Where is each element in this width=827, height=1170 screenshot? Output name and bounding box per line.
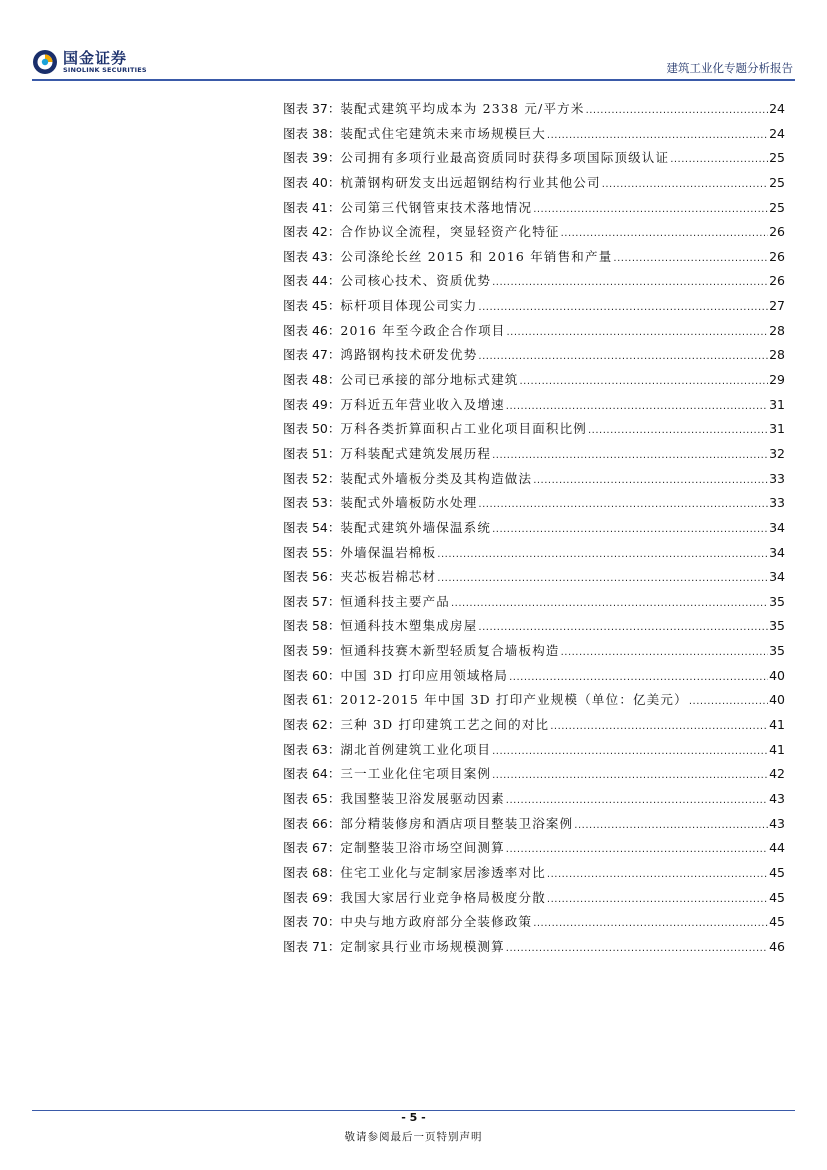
toc-entry-label: 图表 50：	[283, 421, 341, 437]
toc-entry-label: 图表 54：	[283, 519, 341, 535]
logo-text	[63, 50, 147, 74]
toc-entry-page: 42	[769, 766, 785, 782]
toc-entry-page: 44	[769, 840, 785, 856]
toc-entry-title: 住宅工业化与定制家居渗透率对比	[340, 864, 546, 880]
toc-entry-label: 图表 49：	[283, 396, 341, 412]
toc-dot-leader	[492, 271, 768, 296]
toc-entry[interactable]	[283, 565, 785, 590]
toc-entry-page: 26	[769, 273, 785, 289]
toc-entry-page: 43	[769, 815, 785, 831]
toc-entry-title: 部分精装修房和酒店项目整装卫浴案例	[340, 815, 574, 831]
logo-chinese-name: 国金证券	[63, 49, 128, 67]
toc-entry-title: 装配式外墙板分类及其构造做法	[340, 470, 533, 486]
toc-dot-leader	[550, 715, 768, 740]
toc-dot-leader	[506, 838, 768, 863]
toc-entry-label: 图表 65：	[283, 790, 341, 806]
toc-dot-leader	[602, 173, 768, 198]
sinolink-logo-icon	[32, 49, 58, 75]
toc-entry-title: 定制整装卫浴市场空间测算	[340, 840, 505, 856]
toc-entry-page: 26	[769, 248, 785, 264]
toc-entry[interactable]	[283, 491, 785, 516]
toc-entry-title: 定制家具行业市场规模测算	[340, 938, 505, 954]
toc-dot-leader	[547, 863, 768, 888]
toc-entry-title: 中国 3D 打印应用领域格局	[340, 667, 509, 683]
toc-entry-page: 28	[769, 347, 785, 363]
toc-entry-label: 图表 63：	[283, 741, 341, 757]
toc-entry-title: 合作协议全流程，突显轻资产化特征	[340, 224, 560, 240]
toc-entry-title: 恒通科技木塑集成房屋	[340, 618, 478, 634]
toc-entry[interactable]	[283, 146, 785, 171]
toc-entry-title: 公司已承接的部分地标式建筑	[340, 372, 519, 388]
toc-entry[interactable]	[283, 812, 785, 837]
toc-entry-title: 万科近五年营业收入及增速	[340, 396, 505, 412]
toc-entry[interactable]	[283, 762, 785, 787]
toc-entry[interactable]	[283, 319, 785, 344]
toc-entry[interactable]	[283, 688, 785, 713]
toc-entry-page: 32	[769, 445, 785, 461]
toc-entry-label: 图表 70：	[283, 914, 341, 930]
toc-dot-leader	[506, 321, 768, 346]
toc-entry-title: 公司核心技术、资质优势	[340, 273, 492, 289]
toc-entry[interactable]	[283, 245, 785, 270]
toc-entry-page: 34	[769, 569, 785, 585]
toc-entry-page: 25	[769, 150, 785, 166]
toc-entry-page: 26	[769, 224, 785, 240]
toc-dot-leader	[520, 370, 769, 395]
toc-entry-title: 标杆项目体现公司实力	[340, 298, 478, 314]
toc-entry-label: 图表 71：	[283, 938, 341, 954]
toc-entry-title: 三种 3D 打印建筑工艺之间的对比	[340, 717, 550, 733]
toc-entry[interactable]	[283, 393, 785, 418]
toc-entry-title: 装配式建筑外墙保温系统	[340, 519, 492, 535]
toc-entry-title: 装配式外墙板防水处理	[340, 495, 478, 511]
toc-dot-leader	[509, 666, 768, 691]
toc-entry-label: 图表 51：	[283, 445, 341, 461]
toc-entry[interactable]	[283, 220, 785, 245]
toc-entry-label: 图表 66：	[283, 815, 341, 831]
toc-dot-leader	[561, 222, 769, 247]
toc-entry-page: 27	[769, 298, 785, 314]
toc-entry[interactable]	[283, 910, 785, 935]
toc-entry-label: 图表 42：	[283, 224, 341, 240]
toc-entry-title: 公司拥有多项行业最高资质同时获得多项国际顶级认证	[340, 150, 670, 166]
toc-entry[interactable]	[283, 269, 785, 294]
toc-dot-leader	[533, 198, 768, 223]
toc-entry-page: 41	[769, 717, 785, 733]
toc-entry-label: 图表 45：	[283, 298, 341, 314]
toc-entry[interactable]	[283, 516, 785, 541]
toc-entry-title: 恒通科技主要产品	[340, 593, 450, 609]
toc-entry-page: 41	[769, 741, 785, 757]
toc-dot-leader	[492, 518, 768, 543]
toc-dot-leader	[588, 419, 768, 444]
toc-entry-label: 图表 39：	[283, 150, 341, 166]
figure-index	[283, 97, 785, 959]
toc-entry-title: 鸿路钢构技术研发优势	[340, 347, 478, 363]
toc-entry-label: 图表 52：	[283, 470, 341, 486]
toc-dot-leader	[547, 124, 768, 149]
toc-dot-leader	[533, 912, 768, 937]
toc-entry-label: 图表 59：	[283, 643, 341, 659]
toc-entry[interactable]	[283, 467, 785, 492]
toc-entry[interactable]	[283, 171, 785, 196]
toc-entry-title: 装配式建筑平均成本为 2338 元/平方米	[340, 101, 585, 116]
toc-entry[interactable]	[283, 417, 785, 442]
toc-entry-label: 图表 58：	[283, 618, 341, 634]
toc-entry-page: 31	[769, 396, 785, 412]
toc-dot-leader	[586, 99, 769, 124]
toc-entry-label: 图表 56：	[283, 569, 341, 585]
toc-entry-page: 25	[769, 174, 785, 190]
toc-entry[interactable]	[283, 787, 785, 812]
toc-entry-page: 35	[769, 593, 785, 609]
toc-entry-title: 2012-2015 年中国 3D 打印产业规模（单位：亿美元）	[340, 692, 688, 708]
toc-entry-page: 34	[769, 519, 785, 535]
toc-entry[interactable]	[283, 368, 785, 393]
toc-dot-leader	[492, 740, 768, 765]
page-header	[0, 0, 827, 80]
toc-entry-label: 图表 67：	[283, 840, 341, 856]
toc-dot-leader	[574, 814, 768, 839]
toc-dot-leader	[478, 493, 768, 518]
toc-entry-page: 29	[769, 372, 785, 388]
toc-entry-page: 45	[769, 889, 785, 905]
toc-entry[interactable]	[283, 196, 785, 221]
toc-dot-leader	[492, 764, 768, 789]
toc-entry-page: 43	[769, 790, 785, 806]
toc-entry[interactable]	[283, 343, 785, 368]
toc-entry[interactable]	[283, 713, 785, 738]
toc-entry-label: 图表 64：	[283, 766, 341, 782]
toc-entry[interactable]	[283, 935, 785, 960]
toc-entry-title: 湖北首例建筑工业化项目	[340, 741, 492, 757]
toc-entry-label: 图表 69：	[283, 889, 341, 905]
toc-entry-label: 图表 44：	[283, 273, 341, 289]
toc-entry-title: 公司第三代钢管束技术落地情况	[340, 199, 533, 215]
toc-entry[interactable]	[283, 294, 785, 319]
toc-dot-leader	[670, 148, 768, 173]
toc-dot-leader	[478, 345, 768, 370]
toc-entry[interactable]	[283, 664, 785, 689]
toc-dot-leader	[506, 789, 768, 814]
toc-entry-title: 三一工业化住宅项目案例	[340, 766, 492, 782]
toc-dot-leader	[437, 567, 768, 592]
sinolink-logo	[32, 48, 147, 76]
toc-entry-title: 万科装配式建筑发展历程	[340, 445, 492, 461]
header-divider	[32, 79, 795, 81]
toc-entry[interactable]	[283, 836, 785, 861]
toc-dot-leader	[506, 937, 768, 962]
page-number: - 5 -	[401, 1111, 426, 1124]
toc-entry-page: 33	[769, 495, 785, 511]
toc-entry-page: 34	[769, 544, 785, 560]
toc-dot-leader	[561, 641, 769, 666]
toc-entry-label: 图表 46：	[283, 322, 341, 338]
toc-entry-title: 我国整装卫浴发展驱动因素	[340, 790, 505, 806]
toc-entry-title: 2016 年至今政企合作项目	[340, 322, 506, 338]
toc-entry-page: 25	[769, 199, 785, 215]
toc-dot-leader	[451, 592, 768, 617]
toc-entry-label: 图表 61：	[283, 692, 341, 708]
toc-entry-label: 图表 48：	[283, 372, 341, 388]
toc-dot-leader	[547, 888, 768, 913]
toc-entry[interactable]	[283, 97, 785, 122]
toc-entry[interactable]	[283, 442, 785, 467]
footer-disclaimer: 敬请参阅最后一页特别声明	[344, 1131, 483, 1143]
toc-dot-leader	[478, 296, 768, 321]
toc-entry-page: 33	[769, 470, 785, 486]
toc-entry-label: 图表 53：	[283, 495, 341, 511]
toc-entry-title: 公司涤纶长丝 2015 和 2016 年销售和产量	[340, 248, 613, 264]
toc-entry[interactable]	[283, 590, 785, 615]
toc-entry-page: 45	[769, 914, 785, 930]
toc-entry-page: 24	[769, 101, 785, 116]
toc-entry-label: 图表 37：	[283, 101, 341, 116]
toc-entry-title: 我国大家居行业竞争格局极度分散	[340, 889, 546, 905]
toc-entry-title: 装配式住宅建筑未来市场规模巨大	[340, 125, 546, 141]
toc-entry[interactable]	[283, 639, 785, 664]
toc-entry[interactable]	[283, 886, 785, 911]
toc-entry-page: 35	[769, 643, 785, 659]
toc-entry-page: 40	[769, 667, 785, 683]
toc-entry-label: 图表 43：	[283, 248, 341, 264]
toc-entry-page: 40	[769, 692, 785, 708]
report-title: 建筑工业化专题分析报告	[666, 61, 793, 75]
toc-dot-leader	[492, 444, 768, 469]
toc-entry-label: 图表 41：	[283, 199, 341, 215]
toc-dot-leader	[533, 469, 768, 494]
toc-entry-label: 图表 62：	[283, 717, 341, 733]
toc-entry-page: 46	[769, 938, 785, 954]
toc-entry-title: 外墙保温岩棉板	[340, 544, 437, 560]
toc-entry-label: 图表 68：	[283, 864, 341, 880]
toc-dot-leader	[478, 616, 768, 641]
toc-entry[interactable]	[283, 122, 785, 147]
toc-entry[interactable]	[283, 738, 785, 763]
toc-entry[interactable]	[283, 614, 785, 639]
toc-dot-leader	[506, 395, 768, 420]
toc-entry-page: 31	[769, 421, 785, 437]
toc-entry-label: 图表 40：	[283, 174, 341, 190]
toc-entry-page: 24	[769, 125, 785, 141]
toc-dot-leader	[437, 543, 768, 568]
toc-entry-title: 杭萧钢构研发支出远超钢结构行业其他公司	[340, 174, 601, 190]
toc-entry-page: 28	[769, 322, 785, 338]
toc-entry-label: 图表 55：	[283, 544, 341, 560]
toc-dot-leader	[613, 247, 768, 272]
toc-entry-title: 夹芯板岩棉芯材	[340, 569, 437, 585]
toc-entry[interactable]	[283, 861, 785, 886]
logo-english-name: SINOLINK SECURITIES	[63, 66, 147, 74]
toc-entry-title: 中央与地方政府部分全装修政策	[340, 914, 533, 930]
toc-entry-title: 恒通科技赛木新型轻质复合墙板构造	[340, 643, 560, 659]
toc-entry-page: 35	[769, 618, 785, 634]
toc-entry-page: 45	[769, 864, 785, 880]
toc-entry[interactable]	[283, 541, 785, 566]
toc-entry-label: 图表 47：	[283, 347, 341, 363]
toc-entry-title: 万科各类折算面积占工业化项目面积比例	[340, 421, 587, 437]
toc-dot-leader	[689, 690, 768, 715]
toc-entry-label: 图表 57：	[283, 593, 341, 609]
toc-entry-label: 图表 38：	[283, 125, 341, 141]
toc-entry-label: 图表 60：	[283, 667, 341, 683]
